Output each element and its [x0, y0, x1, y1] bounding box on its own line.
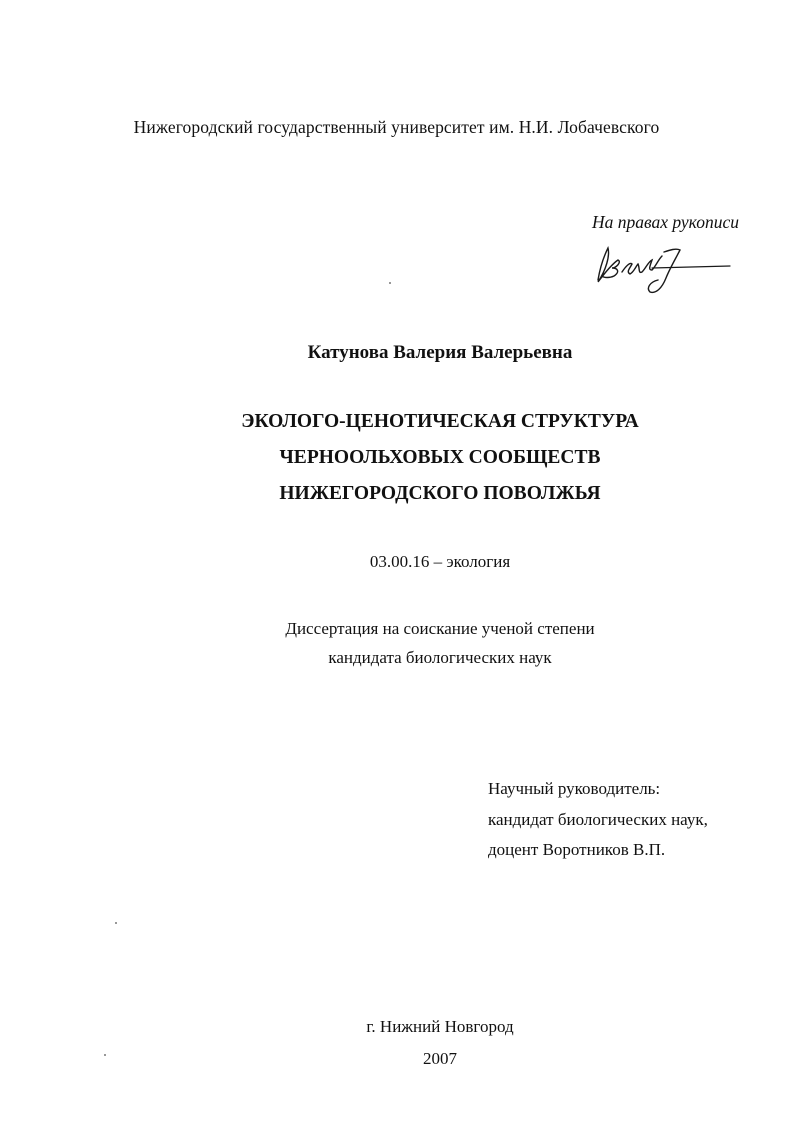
degree-line: кандидата биологических наук [328, 648, 552, 667]
degree-statement [0, 614, 793, 672]
scan-speck [389, 282, 391, 284]
scan-speck [104, 1054, 106, 1056]
degree-line: Диссертация на соискание ученой степени [285, 619, 595, 638]
title-line: ЧЕРНООЛЬХОВЫХ СООБЩЕСТВ [279, 447, 601, 468]
specialty-code: 03.00.16 – экология [369, 552, 511, 571]
city: г. Нижний Новгород [366, 1017, 514, 1036]
university-name: Нижегородский государственный университет им. Н.И. Лобачевского [133, 117, 660, 137]
supervisor-line: кандидат биологических наук, [488, 809, 708, 829]
title-line: ЭКОЛОГО-ЦЕНОТИЧЕСКАЯ СТРУКТУРА [241, 411, 639, 432]
scan-speck [115, 922, 117, 924]
supervisor-block [488, 774, 708, 866]
supervisor-line: доцент Воротников В.П. [488, 840, 666, 859]
manuscript-rights-label: На правах рукописи [592, 212, 739, 232]
supervisor-line: Научный руководитель: [488, 779, 661, 798]
author-name: Катунова Валерия Валерьевна [307, 342, 573, 363]
manuscript-rights-block [560, 212, 780, 302]
author-signature-icon [590, 238, 740, 300]
title-line: НИЖЕГОРОДСКОГО ПОВОЛЖЬЯ [279, 483, 601, 504]
year: 2007 [423, 1049, 457, 1068]
dissertation-title [0, 404, 793, 512]
